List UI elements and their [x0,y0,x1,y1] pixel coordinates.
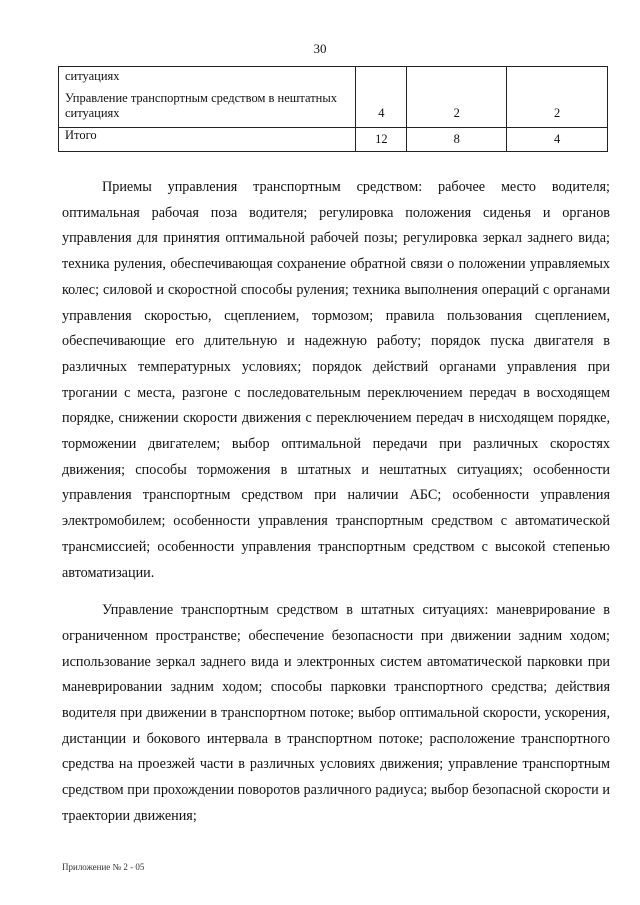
table-cell-label [59,67,356,128]
table-cell-total: 12 [356,128,407,152]
paragraph: Приемы управления транспортным средством: рабочее место водителя; оптимальная рабочая поза водителя; регулировка положения сиденья и органов управления для принятия оптимальной рабочей позы; регулировка зеркал заднего вида; техника руления, обеспечивающая сохранение обратной связи о положении управляемых колес; силовой и скоростной способы руления; техника выполнения операций с органами управления скоростью, сцеплением, тормозом; правила пользования сцеплением, обеспечивающие его длительную и надежную работу; порядок пуска двигателя в различных температурных условиях; порядок действий органами управления при трогании с места, разгоне с последовательным переключением передач в восходящем порядке, снижении скорости движения с переключением передач в нисходящем порядке, торможении двигателем; выбор оптимальной передачи при различных скоростях движения; способы торможения в штатных и нештатных ситуациях; особенности управления транспортным средством при наличии АБС; особенности управления электромобилем; особенности управления транспортным средством с автоматической трансмиссией; особенности управления транспортным средством с высокой степенью автоматизации. [62,179,610,581]
table-cell-practice: 2 [507,67,608,128]
paragraph: Управление транспортным средством в штатных ситуациях: маневрирование в ограниченном пространстве; обеспечение безопасности при движении задним ходом; использование зеркал заднего вида и электронных систем автоматической парковки при маневрировании задним ходом; способы парковки транспортного средства; действия водителя при движении в транспортном потоке; выбор оптимальной скорости, ускорения, дистанции и бокового интервала в транспортном потоке; расположение транспортного средства на проезжей части в различных условиях движения; управление транспортным средством при прохождении поворотов различного радиуса; выбор безопасной скорости и траектории движения; [62,602,610,824]
body-text [62,175,610,842]
table-row-total [59,128,608,152]
table-cell-text: Управление транспортным средством в нештатных ситуациях [65,91,338,120]
table-cell-label: Итого [59,128,356,152]
footer-note: Приложение № 2 - 05 [62,862,145,872]
table-cell-theory: 8 [407,128,507,152]
hours-table [58,66,608,152]
table-cell-theory: 2 [407,67,507,128]
table-cell-total: 4 [356,67,407,128]
page-number: 30 [313,41,327,56]
table-cell-text: ситуациях [65,69,120,83]
table-row [59,67,608,128]
table-cell-practice: 4 [507,128,608,152]
